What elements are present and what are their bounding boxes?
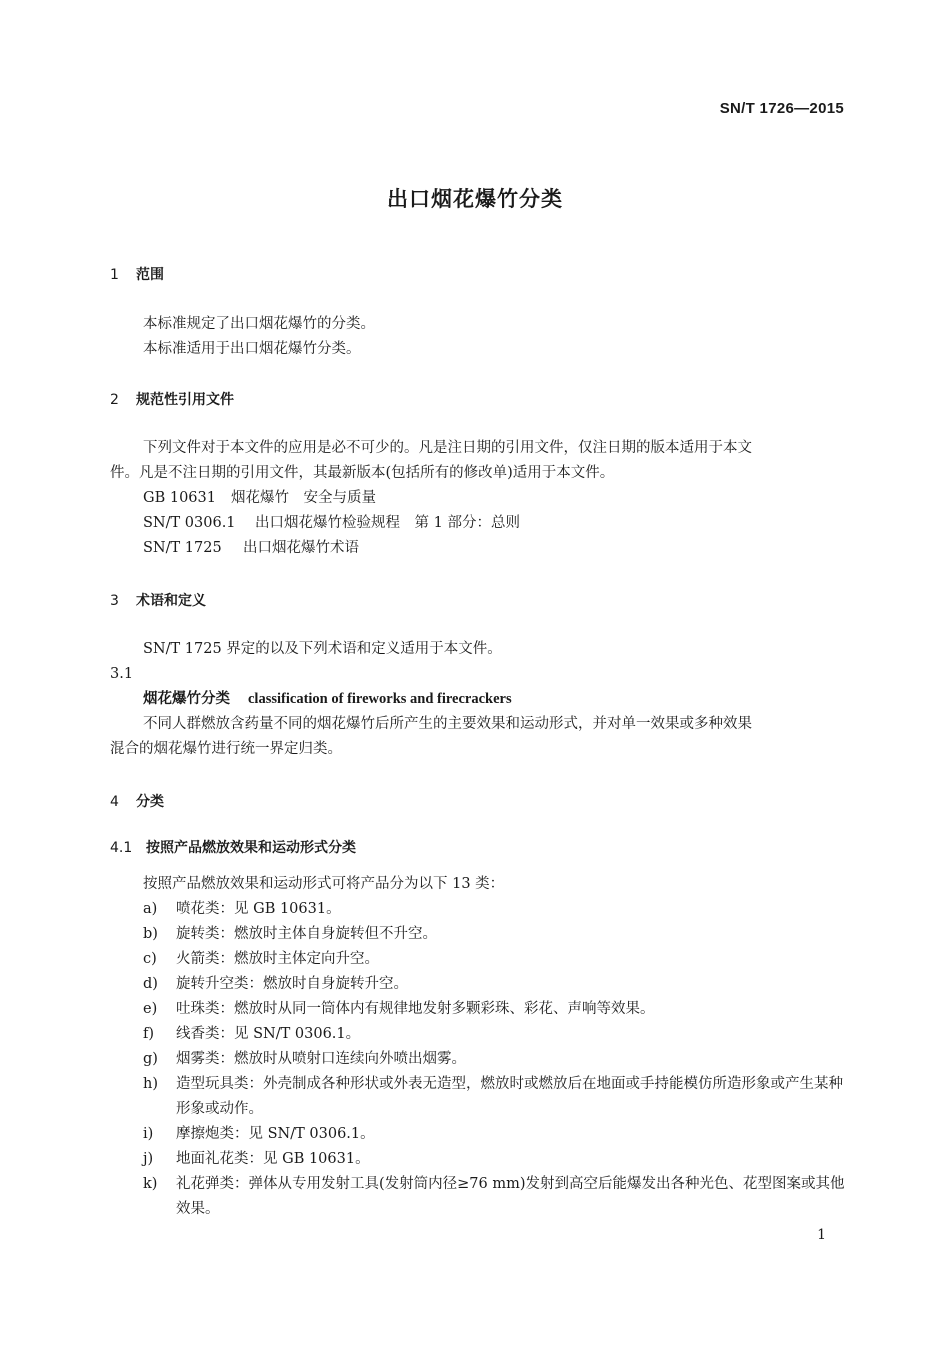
list-item xyxy=(143,997,846,1022)
item-label: i) xyxy=(143,1126,154,1142)
item-label: g) xyxy=(143,1051,158,1067)
paragraph: SN/T 1725 界定的以及下列术语和定义适用于本文件。 xyxy=(143,641,502,657)
list-intro: 按照产品燃放效果和运动形式可将产品分为以下 13 类： xyxy=(143,876,505,892)
reference-item xyxy=(110,486,846,511)
item-text: 旋转类：燃放时主体自身旋转但不升空。 xyxy=(176,926,437,942)
section-3-body xyxy=(110,637,846,762)
list-item xyxy=(143,897,846,922)
list-item xyxy=(143,1147,846,1172)
section-number: 2 xyxy=(110,392,119,408)
item-text: 礼花弹类：弹体从专用发射工具(发射筒内径≥76 mm)发射到高空后能爆发出各种光色、花型图案或其他效果。 xyxy=(176,1176,845,1217)
paragraph: 本标准适用于出口烟花爆竹分类。 xyxy=(143,341,361,357)
item-text: 吐珠类：燃放时从同一筒体内有规律地发射多颗彩珠、彩花、声响等效果。 xyxy=(176,1001,655,1017)
reference-item xyxy=(110,536,846,561)
section-number: 4 xyxy=(110,794,119,810)
term-english: classification of fireworks and firecrackers xyxy=(248,691,512,707)
section-4-heading xyxy=(110,791,164,811)
document-code: SN/T 1726—2015 xyxy=(719,100,844,117)
section-2-body xyxy=(110,436,846,561)
list-item xyxy=(143,1172,846,1222)
subsection-4-1-heading xyxy=(110,837,356,857)
section-3-heading xyxy=(110,590,206,610)
reference-code: GB 10631 xyxy=(143,490,216,506)
section-1-body xyxy=(143,312,846,362)
classification-list xyxy=(143,872,846,1222)
item-label: j) xyxy=(143,1151,154,1167)
reference-title: 出口烟花爆竹检验规程 第 1 部分：总则 xyxy=(255,515,520,531)
item-label: b) xyxy=(143,926,158,942)
reference-title: 烟花爆竹 安全与质量 xyxy=(231,490,376,506)
definition-line: 不同人群燃放含药量不同的烟花爆竹后所产生的主要效果和运动形式，并对单一效果或多种效果 xyxy=(143,716,752,732)
section-2-heading xyxy=(110,389,234,409)
section-title: 规范性引用文件 xyxy=(136,392,234,408)
paragraph-line: 件。凡是不注日期的引用文件，其最新版本(包括所有的修改单)适用于本文件。 xyxy=(110,465,615,481)
list-item xyxy=(143,922,846,947)
list-item xyxy=(143,947,846,972)
item-text: 烟雾类：燃放时从喷射口连续向外喷出烟雾。 xyxy=(176,1051,466,1067)
definition-line: 混合的烟花爆竹进行统一界定归类。 xyxy=(110,741,342,757)
term-entry xyxy=(110,687,846,712)
item-text: 造型玩具类：外壳制成各种形状或外表无造型，燃放时或燃放后在地面或手持能模仿所造形象或产生某种形象或动作。 xyxy=(176,1076,843,1117)
subsection-number: 4.1 xyxy=(110,840,133,856)
subsection-number: 3.1 xyxy=(110,666,134,682)
list-item xyxy=(143,1022,846,1047)
item-label: e) xyxy=(143,1001,158,1017)
page-title: 出口烟花爆竹分类 xyxy=(387,187,563,211)
item-label: f) xyxy=(143,1026,155,1042)
list-item xyxy=(143,1072,846,1122)
section-number: 1 xyxy=(110,267,119,283)
item-label: k) xyxy=(143,1176,158,1192)
reference-code: SN/T 1725 xyxy=(143,540,222,556)
list-item xyxy=(143,972,846,997)
item-label: d) xyxy=(143,976,158,992)
subsection-title: 按照产品燃放效果和运动形式分类 xyxy=(146,840,356,856)
reference-item xyxy=(110,511,846,536)
item-label: a) xyxy=(143,901,158,917)
section-title: 术语和定义 xyxy=(136,593,206,609)
item-text: 线香类：见 SN/T 0306.1。 xyxy=(176,1026,361,1042)
item-text: 火箭类：燃放时主体定向升空。 xyxy=(176,951,379,967)
section-title: 范围 xyxy=(136,267,164,283)
item-label: c) xyxy=(143,951,157,967)
page-number: 1 xyxy=(817,1227,826,1243)
section-1-heading xyxy=(110,264,164,284)
item-text: 地面礼花类：见 GB 10631。 xyxy=(176,1151,370,1167)
item-text: 旋转升空类：燃放时自身旋转升空。 xyxy=(176,976,408,992)
paragraph-line: 下列文件对于本文件的应用是必不可少的。凡是注日期的引用文件，仅注日期的版本适用于本文 xyxy=(143,440,752,456)
list-item xyxy=(143,1122,846,1147)
item-label: h) xyxy=(143,1076,158,1092)
reference-code: SN/T 0306.1 xyxy=(143,515,236,531)
term-chinese: 烟花爆竹分类 xyxy=(143,691,230,707)
item-text: 摩擦炮类：见 SN/T 0306.1。 xyxy=(176,1126,375,1142)
paragraph: 本标准规定了出口烟花爆竹的分类。 xyxy=(143,316,375,332)
item-text: 喷花类：见 GB 10631。 xyxy=(176,901,341,917)
section-title: 分类 xyxy=(136,794,164,810)
reference-title: 出口烟花爆竹术语 xyxy=(243,540,359,556)
list-item xyxy=(143,1047,846,1072)
section-number: 3 xyxy=(110,593,119,609)
